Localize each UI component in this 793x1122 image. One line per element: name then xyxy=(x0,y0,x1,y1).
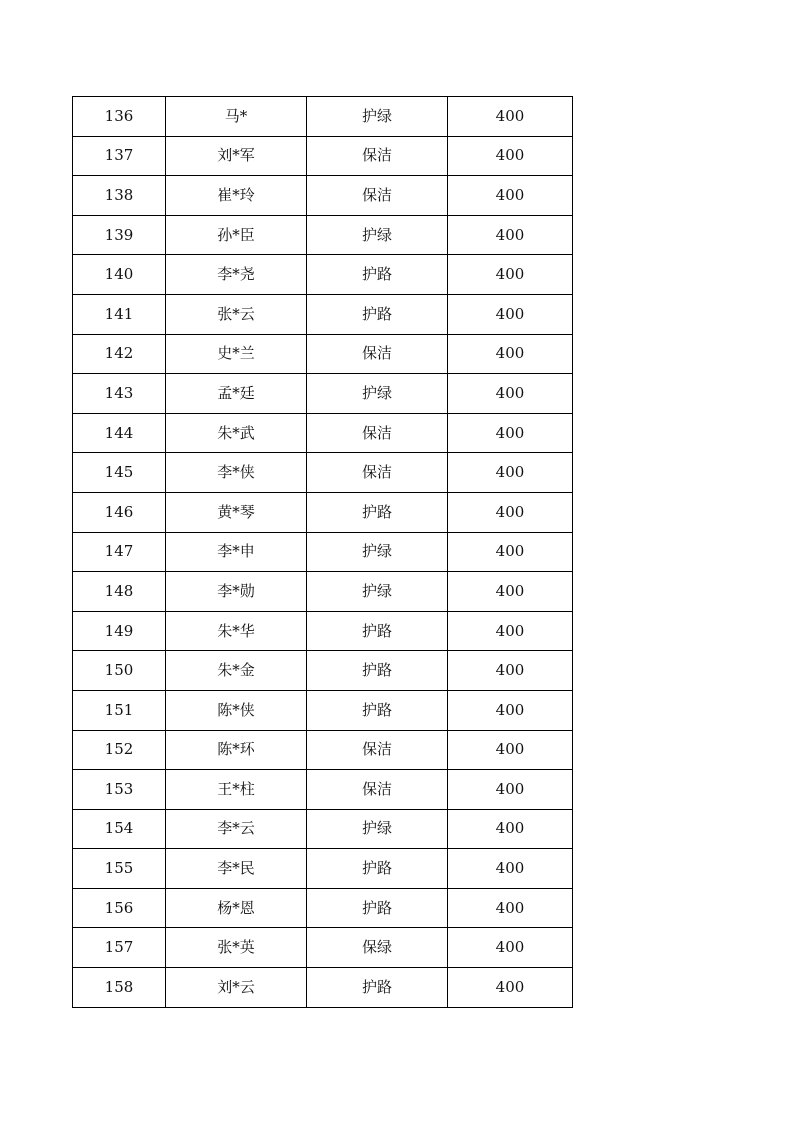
job-type-cell: 护路 xyxy=(307,651,448,691)
row-number-cell: 149 xyxy=(73,611,166,651)
name-cell: 李*尧 xyxy=(166,255,307,295)
job-type-cell: 护绿 xyxy=(307,572,448,612)
table-row xyxy=(73,255,573,295)
row-number-cell: 155 xyxy=(73,849,166,889)
job-type-cell: 护绿 xyxy=(307,97,448,137)
table-row xyxy=(73,374,573,414)
table-row xyxy=(73,888,573,928)
name-cell: 陈*侠 xyxy=(166,690,307,730)
job-type-cell: 保洁 xyxy=(307,176,448,216)
job-type-cell: 护路 xyxy=(307,968,448,1008)
row-number-cell: 152 xyxy=(73,730,166,770)
row-number-cell: 142 xyxy=(73,334,166,374)
amount-cell: 400 xyxy=(448,849,573,889)
amount-cell: 400 xyxy=(448,651,573,691)
row-number-cell: 144 xyxy=(73,413,166,453)
job-type-cell: 护路 xyxy=(307,255,448,295)
table-row xyxy=(73,809,573,849)
amount-cell: 400 xyxy=(448,176,573,216)
name-cell: 李*云 xyxy=(166,809,307,849)
row-number-cell: 141 xyxy=(73,294,166,334)
amount-cell: 400 xyxy=(448,136,573,176)
name-cell: 张*英 xyxy=(166,928,307,968)
name-cell: 朱*金 xyxy=(166,651,307,691)
job-type-cell: 护路 xyxy=(307,611,448,651)
job-type-cell: 护路 xyxy=(307,294,448,334)
name-cell: 刘*云 xyxy=(166,968,307,1008)
row-number-cell: 148 xyxy=(73,572,166,612)
table-row xyxy=(73,770,573,810)
job-type-cell: 护路 xyxy=(307,690,448,730)
table-row xyxy=(73,215,573,255)
row-number-cell: 150 xyxy=(73,651,166,691)
roster-table-body xyxy=(73,97,573,1008)
row-number-cell: 138 xyxy=(73,176,166,216)
name-cell: 孙*臣 xyxy=(166,215,307,255)
amount-cell: 400 xyxy=(448,294,573,334)
name-cell: 张*云 xyxy=(166,294,307,334)
amount-cell: 400 xyxy=(448,770,573,810)
job-type-cell: 保洁 xyxy=(307,413,448,453)
name-cell: 朱*华 xyxy=(166,611,307,651)
amount-cell: 400 xyxy=(448,968,573,1008)
amount-cell: 400 xyxy=(448,97,573,137)
name-cell: 崔*玲 xyxy=(166,176,307,216)
name-cell: 陈*环 xyxy=(166,730,307,770)
name-cell: 朱*武 xyxy=(166,413,307,453)
table-row xyxy=(73,97,573,137)
amount-cell: 400 xyxy=(448,611,573,651)
name-cell: 杨*恩 xyxy=(166,888,307,928)
row-number-cell: 139 xyxy=(73,215,166,255)
name-cell: 李*勋 xyxy=(166,572,307,612)
job-type-cell: 护路 xyxy=(307,888,448,928)
row-number-cell: 136 xyxy=(73,97,166,137)
name-cell: 孟*廷 xyxy=(166,374,307,414)
job-type-cell: 保洁 xyxy=(307,334,448,374)
row-number-cell: 158 xyxy=(73,968,166,1008)
amount-cell: 400 xyxy=(448,413,573,453)
table-row xyxy=(73,572,573,612)
amount-cell: 400 xyxy=(448,730,573,770)
name-cell: 马* xyxy=(166,97,307,137)
job-type-cell: 护绿 xyxy=(307,374,448,414)
amount-cell: 400 xyxy=(448,374,573,414)
roster-table xyxy=(72,96,573,1008)
table-row xyxy=(73,176,573,216)
table-row xyxy=(73,928,573,968)
table-row xyxy=(73,492,573,532)
name-cell: 王*柱 xyxy=(166,770,307,810)
name-cell: 李*申 xyxy=(166,532,307,572)
row-number-cell: 153 xyxy=(73,770,166,810)
row-number-cell: 145 xyxy=(73,453,166,493)
table-row xyxy=(73,294,573,334)
name-cell: 李*侠 xyxy=(166,453,307,493)
job-type-cell: 护绿 xyxy=(307,532,448,572)
row-number-cell: 137 xyxy=(73,136,166,176)
amount-cell: 400 xyxy=(448,928,573,968)
amount-cell: 400 xyxy=(448,255,573,295)
job-type-cell: 护路 xyxy=(307,849,448,889)
row-number-cell: 147 xyxy=(73,532,166,572)
table-row xyxy=(73,690,573,730)
name-cell: 李*民 xyxy=(166,849,307,889)
job-type-cell: 保洁 xyxy=(307,453,448,493)
table-row xyxy=(73,136,573,176)
job-type-cell: 保绿 xyxy=(307,928,448,968)
job-type-cell: 保洁 xyxy=(307,730,448,770)
table-row xyxy=(73,968,573,1008)
row-number-cell: 151 xyxy=(73,690,166,730)
table-row xyxy=(73,413,573,453)
table-row xyxy=(73,453,573,493)
table-row xyxy=(73,532,573,572)
amount-cell: 400 xyxy=(448,809,573,849)
row-number-cell: 143 xyxy=(73,374,166,414)
amount-cell: 400 xyxy=(448,888,573,928)
amount-cell: 400 xyxy=(448,492,573,532)
job-type-cell: 护绿 xyxy=(307,809,448,849)
table-row xyxy=(73,611,573,651)
amount-cell: 400 xyxy=(448,532,573,572)
amount-cell: 400 xyxy=(448,690,573,730)
table-row xyxy=(73,334,573,374)
table-row xyxy=(73,730,573,770)
row-number-cell: 140 xyxy=(73,255,166,295)
amount-cell: 400 xyxy=(448,453,573,493)
amount-cell: 400 xyxy=(448,334,573,374)
name-cell: 史*兰 xyxy=(166,334,307,374)
table-row xyxy=(73,651,573,691)
job-type-cell: 保洁 xyxy=(307,136,448,176)
name-cell: 黄*琴 xyxy=(166,492,307,532)
row-number-cell: 154 xyxy=(73,809,166,849)
job-type-cell: 保洁 xyxy=(307,770,448,810)
row-number-cell: 156 xyxy=(73,888,166,928)
amount-cell: 400 xyxy=(448,572,573,612)
table-row xyxy=(73,849,573,889)
row-number-cell: 146 xyxy=(73,492,166,532)
row-number-cell: 157 xyxy=(73,928,166,968)
amount-cell: 400 xyxy=(448,215,573,255)
job-type-cell: 护绿 xyxy=(307,215,448,255)
job-type-cell: 护路 xyxy=(307,492,448,532)
name-cell: 刘*军 xyxy=(166,136,307,176)
